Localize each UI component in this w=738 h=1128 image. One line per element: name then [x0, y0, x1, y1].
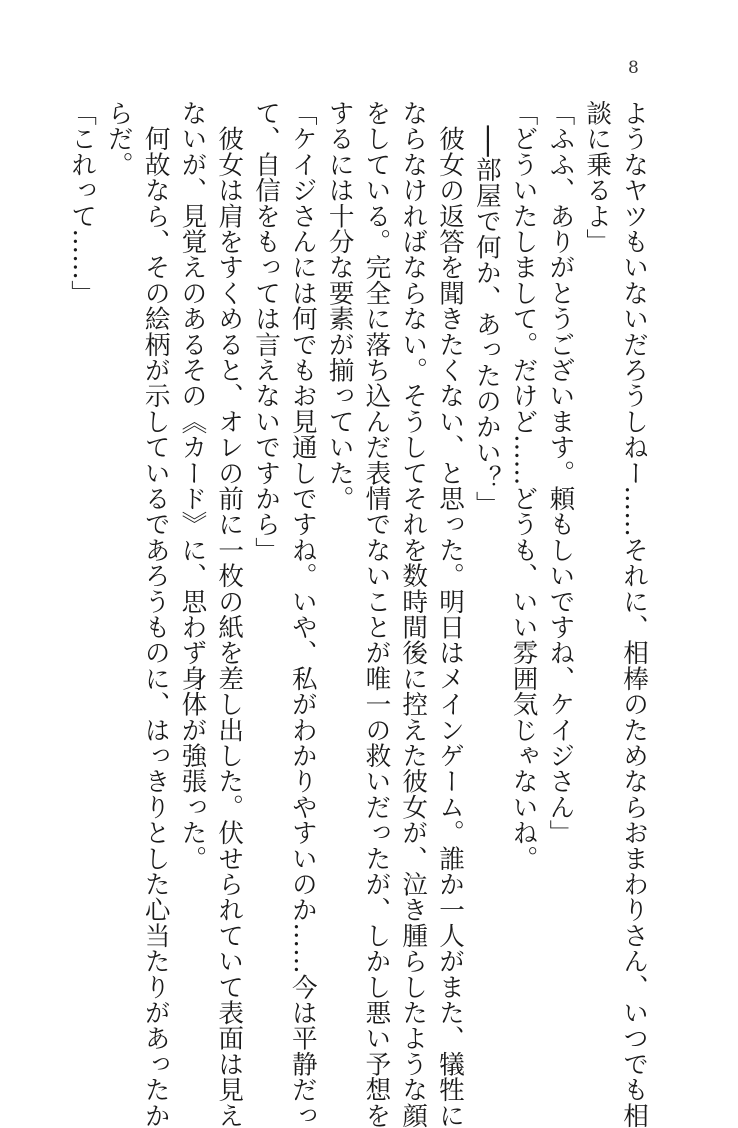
novel-text-body: [67, 100, 652, 1128]
text-line: 「どういたしまして。だけど……どうも、いい雰囲気じゃないね。: [508, 100, 539, 871]
text-line: 何故なら、その絵柄が示しているであろうものに、はっきりとした心当たりがあったか: [140, 100, 171, 1128]
text-line: をしている。完全に落ち込んだ表情でないことが唯一の救いだったが、しかし悪い予想を: [361, 100, 392, 1128]
text-line: ないが、見覚えのあるその《カード》に、思わず身体が強張った。: [177, 100, 208, 871]
text-line: ──部屋で何か、あったのかい？」: [471, 100, 502, 517]
text-line: 「ケイジさんには何でもお見通しですね。いや、私がわかりやすいのか……今は平静だっ: [287, 100, 318, 1128]
text-line: ならなければならない。そうしてそれを数時間後に控えた彼女が、泣き腫らしたような顔: [398, 100, 429, 1128]
text-line: て、自信をもっては言えないですから」: [251, 100, 282, 563]
text-line: 彼女は肩をすくめると、オレの前に一枚の紙を差し出した。伏せられていて表面は見え: [214, 100, 245, 1128]
text-line: らだ。: [103, 100, 134, 178]
text-line: 彼女の返答を聞きたくない、と思った。明日はメインゲーム。誰か一人がまた、犠牲に: [435, 100, 466, 1128]
text-line: 「ふふ、ありがとうございます。頼もしいですね、ケイジさん」: [545, 100, 576, 846]
text-line: するには十分な要素が揃っていた。: [324, 100, 355, 512]
text-line: ようなヤツもいないだろうしねー……それに、相棒のためならおまわりさん、いつでも相: [619, 100, 649, 1128]
text-line: 談に乗るよ」: [582, 100, 613, 255]
page-number: 8: [628, 58, 639, 78]
text-line: 「これって……」: [67, 100, 98, 306]
